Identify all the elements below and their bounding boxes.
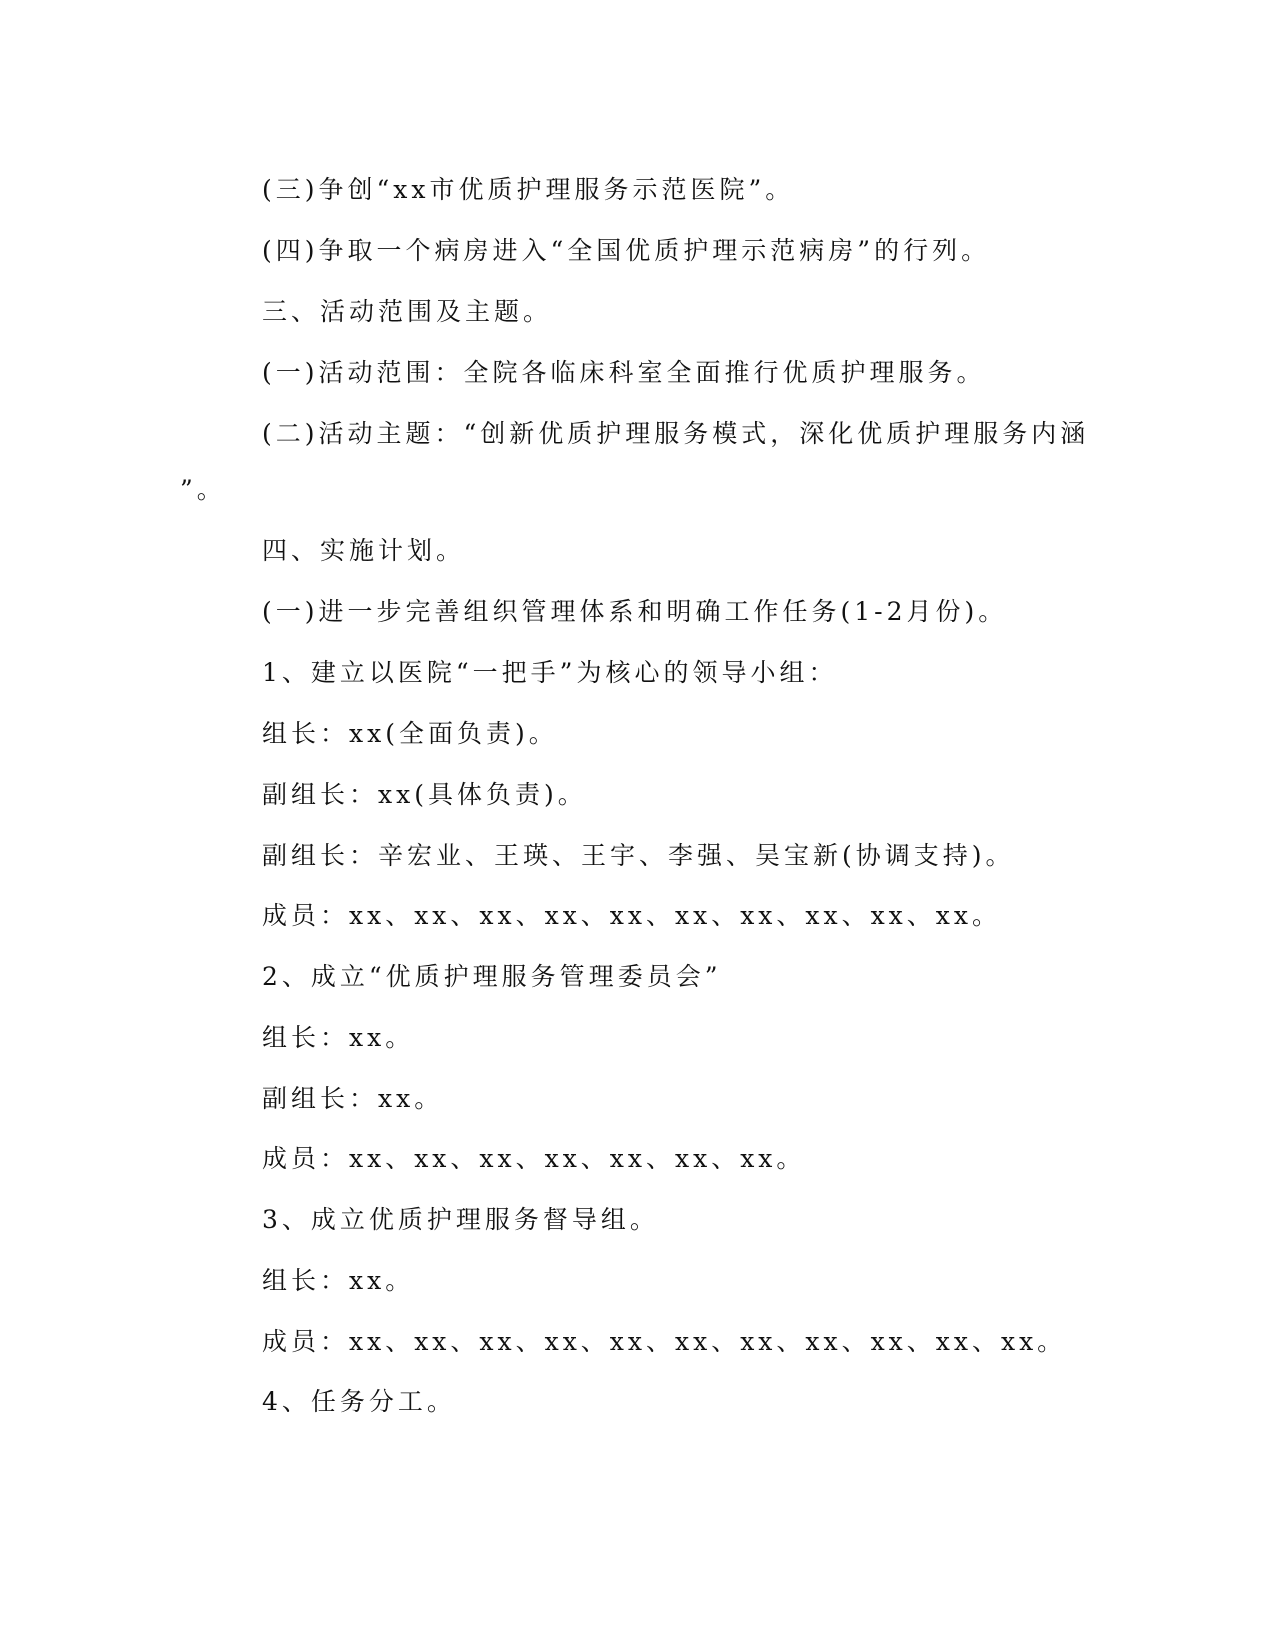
supervision-leader-line: 组长：xx。 [262, 1266, 415, 1295]
list-item-leadership-group: 1、建立以医院“一把手”为核心的领导小组： [262, 658, 838, 687]
committee-deputy-line: 副组长：xx。 [262, 1084, 444, 1113]
committee-leader-line: 组长：xx。 [262, 1023, 415, 1052]
committee-members-line: 成员：xx、xx、xx、xx、xx、xx、xx。 [262, 1144, 806, 1173]
paragraph-theme-continuation: ”。 [180, 475, 226, 504]
list-item-committee: 2、成立“优质护理服务管理委员会” [262, 962, 722, 991]
section-heading-plan: 四、实施计划。 [262, 536, 466, 565]
paragraph-goal-4: (四)争取一个病房进入“全国优质护理示范病房”的行列。 [262, 236, 991, 265]
paragraph-theme: (二)活动主题：“创新优质护理服务模式，深化优质护理服务内涵 [262, 419, 1090, 448]
leader-line: 组长：xx(全面负责)。 [262, 719, 558, 748]
paragraph-goal-3: (三)争创“xx市优质护理服务示范医院”。 [262, 175, 795, 204]
paragraph-plan-1: (一)进一步完善组织管理体系和明确工作任务(1-2月份)。 [262, 597, 1008, 626]
supervision-members-line: 成员：xx、xx、xx、xx、xx、xx、xx、xx、xx、xx、xx。 [262, 1327, 1067, 1356]
deputy-leader-support-line: 副组长：辛宏业、王瑛、王宇、李强、吴宝新(协调支持)。 [262, 841, 1015, 870]
list-item-task-division: 4、任务分工。 [262, 1387, 456, 1416]
deputy-leader-line: 副组长：xx(具体负责)。 [262, 780, 587, 809]
paragraph-scope: (一)活动范围：全院各临床科室全面推行优质护理服务。 [262, 358, 986, 387]
members-line: 成员：xx、xx、xx、xx、xx、xx、xx、xx、xx、xx。 [262, 901, 1001, 930]
section-heading-scope: 三、活动范围及主题。 [262, 297, 553, 326]
list-item-supervision-group: 3、成立优质护理服务督导组。 [262, 1205, 659, 1234]
